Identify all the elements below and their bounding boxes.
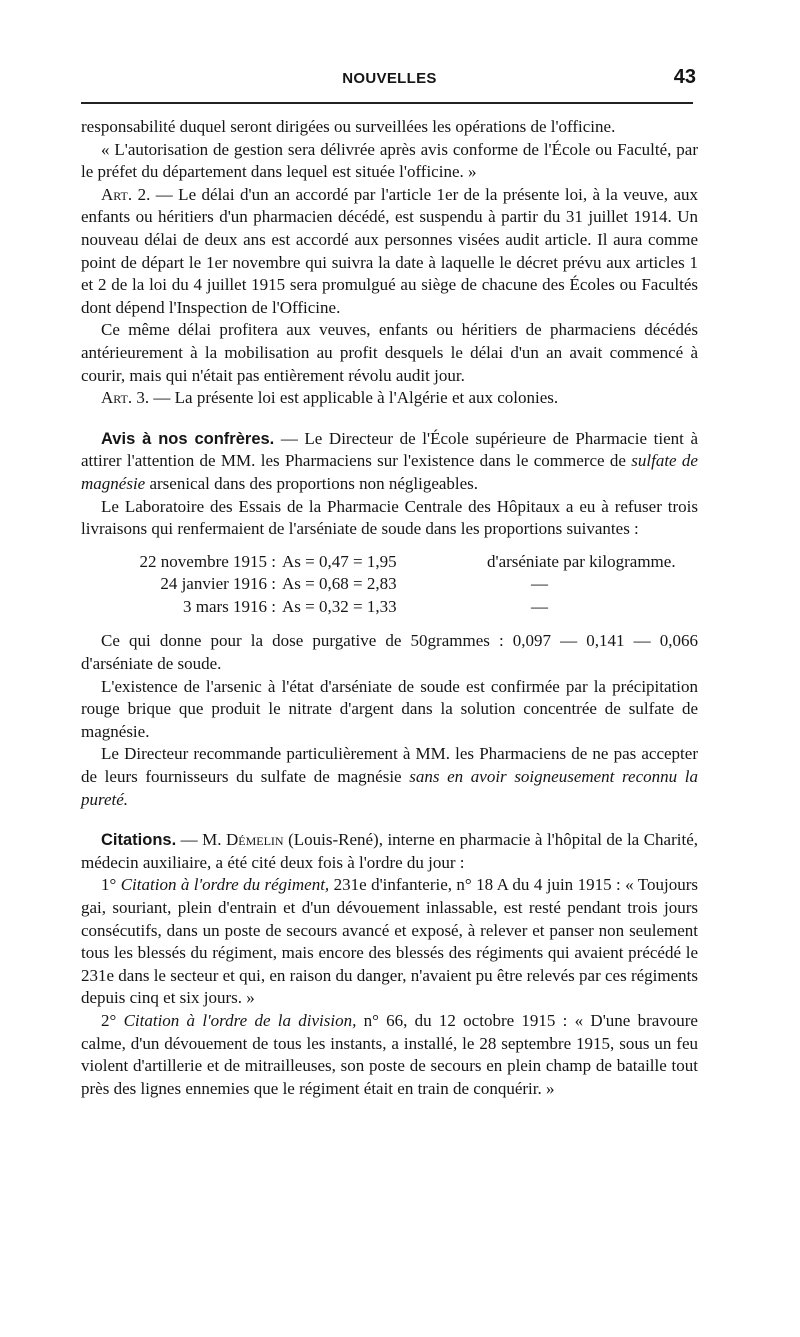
paragraph-meme-delai: Ce même délai profitera aux veuves, enfants ou héritiers de pharmaciens décédés antérieurement à la mobilisation au profit desquels le délai d'un an avait commencé à courir, mais qui n'était pas entièrement révolu audit jour. [81,320,698,385]
page-body [81,116,698,1100]
avis-text-2: arsenical dans des proportions non négligeables. [145,473,479,493]
section-heading-citations: Citations. [101,831,177,850]
section-gap [81,410,698,428]
paragraph-citations [81,829,698,874]
paragraph-directeur [81,743,698,811]
paragraph-continuation: responsabilité duquel seront dirigées ou surveillées les opérations de l'officine. [81,117,616,136]
section-gap [81,811,698,829]
table-row [81,573,698,596]
citation-2-text: n° 66, du 12 octobre 1915 : « D'une bravoure calme, d'un dévouement de tous les instants, a installé, le 28 septembre 1915, sous un feu violent d'artillerie et de mitrailleuses, son poste de secours en plein champ de bataille tout près des lignes ennemies que le régiment était en train de conquérir. » [81,1010,698,1098]
citation-2-title: Citation à l'ordre de la division, [123,1010,357,1030]
row-unit-ditto: — [531,596,548,616]
avis-italic: sulfate de magnésie [81,451,698,493]
paragraph-citation-2 [81,1010,698,1100]
section-heading-avis: Avis à nos confrères. [101,429,275,448]
paragraph-autorisation: « L'autorisation de gestion sera délivrée après avis conforme de l'École ou Faculté, par le préfet du département dans lequel est située l'officine. » [81,139,698,182]
paragraph-citation-1 [81,874,698,1010]
citation-2-number: 2° [101,1010,124,1030]
header-rule [81,102,693,104]
row-unit-ditto: — [531,574,548,594]
article-2-text: — Le délai d'un an accordé par l'article 1er de la présente loi, à la veuve, aux enfants ou héritiers d'un pharmacien décédé, est suspendu à partir du 31 juillet 1914. Un nouveau délai de deux ans est accordé aux personnes visées audit article. Il aura comme point de départ le 1er novembre qui suivra la date à laquelle le décret prévu aux articles 1 et 2 de la loi du 4 juillet 1915 sera promulgué au siège de chacune des Écoles ou Facultés dont dépend l'Inspection de l'Officine. [81,184,699,317]
running-title: NOUVELLES [342,70,437,87]
article-3-label: Art. 3. [101,388,150,408]
citations-text-1: — M. [176,830,226,850]
directeur-text: Le Directeur recommande particulièrement à MM. les Pharmaciens de ne pas accepter de leurs fournisseurs du sulfate de magnésie [81,744,698,787]
article-2-label: Art. 2. [101,184,151,204]
row-date: 22 novembre 1915 : [139,551,276,571]
page-number: 43 [673,66,696,88]
article-3-text: — La présente loi est applicable à l'Algérie et aux colonies. [149,388,559,408]
row-values: As = 0,47 = 1,95 [282,551,397,571]
directeur-italic: sans en avoir soigneusement reconnu la pureté. [81,767,698,809]
avis-text-1: — Le Directeur de l'École supérieure de Pharmacie tient à attirer l'attention de MM. les Pharmaciens sur l'existence dans le commerce de [81,428,698,471]
row-unit: d'arséniate par kilogramme. [487,551,676,571]
arsenic-table [81,551,698,619]
citations-text-2: (Louis-René), interne en pharmacie à l'hôpital de la Charité, médecin auxiliaire, a été cité deux fois à l'ordre du jour : [81,830,698,872]
page-header [81,64,698,92]
citation-1-number: 1° [101,875,121,895]
paragraph-avis [81,428,698,496]
paragraph-article-3 [81,387,698,410]
citations-name: Démelin [225,830,284,850]
row-values: As = 0,32 = 1,33 [282,596,397,616]
citation-1-title: Citation à l'ordre du régiment, [120,875,330,895]
paragraph-dose: Ce qui donne pour la dose purgative de 50grammes : 0,097 — 0,141 — 0,066 d'arséniate de soude. [81,631,698,674]
row-values: As = 0,68 = 2,83 [282,574,397,594]
paragraph-article-2 [81,184,698,320]
table-row [81,551,698,574]
row-date: 3 mars 1916 : [182,596,276,616]
citation-1-text: 231e d'infanterie, n° 18 A du 4 juin 1915 : « Toujours gai, souriant, plein d'entrain et d'un dévouement inlassable, est resté pendant trois jours consécutifs, dans un poste de secours avancé et exposé, à relever et panser non seulement tous les blessés du régiment, mais encore des blessés des régiments qui avaient précédé le 231e dans le secteur et qui, en raison du danger, n'avaient pu être relevés par ces régiments depuis cinq et six jours. » [81,875,698,1008]
paragraph-laboratoire: Le Laboratoire des Essais de la Pharmacie Centrale des Hôpitaux a eu à refuser trois livraisons qui renfermaient de l'arséniate de soude dans les proportions suivantes : [81,496,698,539]
paragraph-existence: L'existence de l'arsenic à l'état d'arséniate de soude est confirmée par la précipitation rouge brique que produit le nitrate d'argent dans la solution concentrée de sulfate de magnésie. [81,676,698,741]
table-row [81,596,698,619]
row-date: 24 janvier 1916 : [160,574,276,594]
document-page [81,64,698,1100]
